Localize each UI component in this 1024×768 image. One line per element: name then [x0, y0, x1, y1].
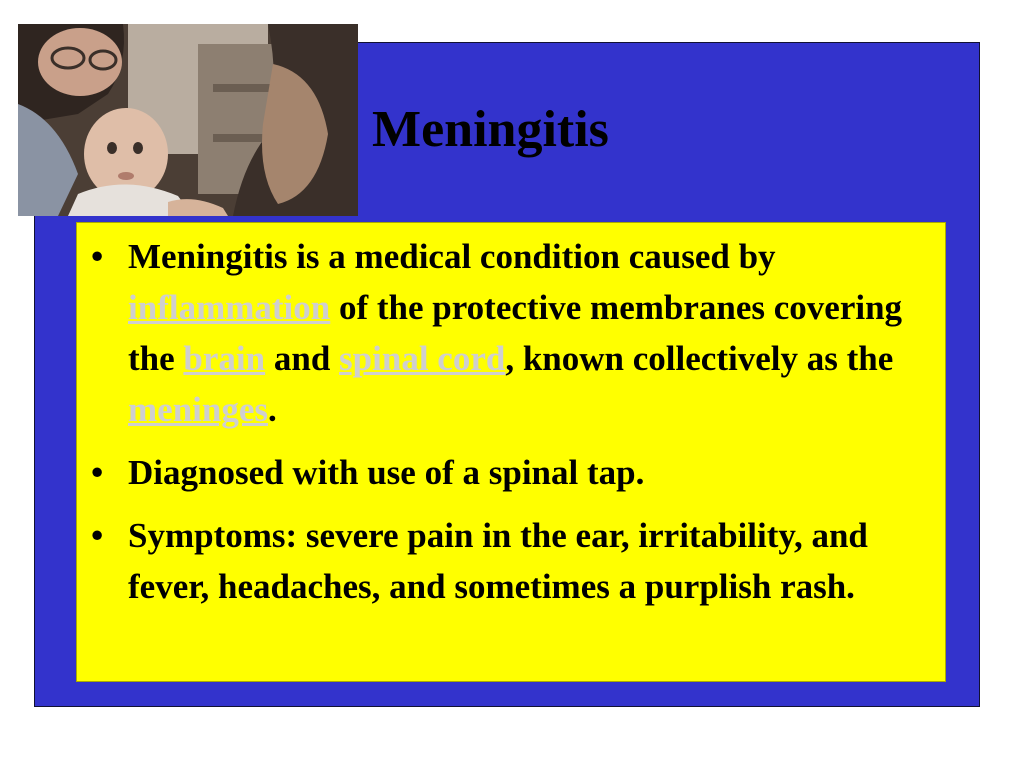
- bullet-text: , known collectively as the: [505, 339, 894, 378]
- bullet-item-symptoms: [91, 510, 939, 612]
- bullet-item-definition: [91, 231, 939, 435]
- photo-illustration: [18, 24, 358, 216]
- bullet-text: and: [265, 339, 340, 378]
- baby-photo: [18, 24, 358, 216]
- link-brain[interactable]: brain: [183, 339, 266, 378]
- bullet-text: Symptoms: severe pain in the ear, irritability, and fever, headaches, and sometimes a purplish rash.: [128, 516, 868, 606]
- bullet-text: .: [268, 390, 277, 429]
- bullet-item-diagnosis: [91, 447, 939, 498]
- bullet-icon: •: [91, 237, 104, 276]
- slide-title: Meningitis: [372, 101, 609, 158]
- bullet-text: Diagnosed with use of a spinal tap.: [128, 453, 645, 492]
- content-box: [76, 222, 946, 682]
- bullet-icon: •: [91, 453, 104, 492]
- link-spinal-cord[interactable]: spinal cord: [339, 339, 506, 378]
- bullet-icon: •: [91, 516, 104, 555]
- bullet-text: of the protective membranes covering the: [128, 288, 903, 378]
- link-meninges[interactable]: meninges: [128, 390, 268, 429]
- link-inflammation[interactable]: inflammation: [128, 288, 331, 327]
- bullet-text: Meningitis is a medical condition caused by: [128, 237, 776, 276]
- bullet-list: [91, 231, 939, 624]
